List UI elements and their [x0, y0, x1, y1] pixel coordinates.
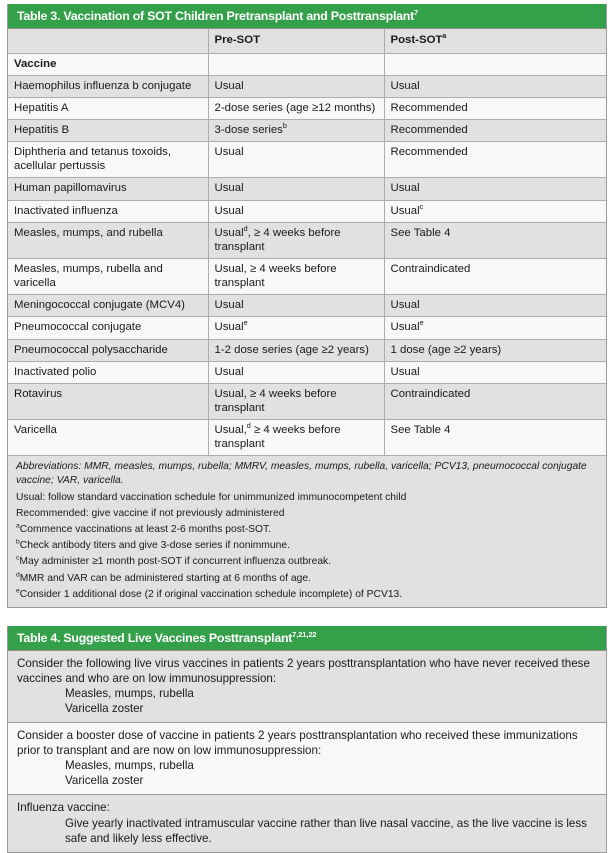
table-3-title: [8, 4, 606, 29]
pre-sot-value: [208, 258, 384, 294]
table-row: [8, 222, 606, 258]
post-sot-text: See Table 4: [390, 424, 451, 437]
pre-sot-text: Usual: [214, 79, 244, 92]
table-4-title: [8, 626, 606, 651]
post-sot-superscript: e: [419, 318, 424, 328]
vaccine-name: Hepatitis A: [8, 97, 208, 119]
pre-sot-text: 2-dose series (age ≥12 months): [214, 101, 376, 114]
pre-sot-superscript: e: [243, 318, 248, 328]
pre-sot-superscript: d: [246, 421, 251, 431]
block-item: Varicella zoster: [65, 774, 144, 788]
vaccine-name: Pneumococcal polysaccharide: [8, 339, 208, 361]
post-sot-value: [384, 339, 606, 361]
pre-sot-value: [208, 420, 384, 456]
pre-sot-superscript: b: [282, 121, 287, 131]
vaccine-name: Rotavirus: [8, 383, 208, 419]
vaccine-name: Varicella: [8, 420, 208, 456]
footnote-a-text: Commence vaccinations at least 2-6 months post-SOT.: [19, 524, 272, 536]
block-lead-text: Influenza vaccine:: [17, 801, 110, 815]
post-sot-text: Usual: [390, 204, 420, 217]
pre-sot-text: Usual: [214, 299, 244, 312]
table-row: [8, 258, 606, 294]
vaccine-name: Haemophilus influenza b conjugate: [8, 75, 208, 97]
footnote-b-text: Check antibody titers and give 3-dose series if nonimmune.: [19, 540, 290, 552]
table-3-title-text: Table 3. Vaccination of SOT Children Pretransplant and Posttransplant: [17, 9, 414, 23]
table-row: [8, 119, 606, 141]
pre-sot-value: [208, 361, 384, 383]
post-sot-text: Usual: [390, 79, 420, 92]
post-sot-text: Usual: [390, 321, 420, 334]
post-sot-text: Usual: [390, 182, 420, 195]
post-sot-superscript: c: [419, 201, 424, 211]
footnote-e-marker: e: [16, 587, 20, 595]
footnote-b-marker: b: [16, 538, 20, 546]
vaccine-name: Measles, mumps, rubella and varicella: [8, 258, 208, 294]
table-row: [8, 317, 606, 339]
footnote-b: [16, 539, 598, 553]
pre-sot-text: Usual: [214, 365, 244, 378]
post-sot-text: Contraindicated: [390, 262, 471, 275]
pre-sot-value: [208, 119, 384, 141]
pre-sot-text: Usual: [214, 204, 244, 217]
post-sot-value: [384, 75, 606, 97]
pre-sot-text: 1-2 dose series (age ≥2 years): [214, 343, 369, 356]
post-sot-text: Recommended: [390, 146, 468, 159]
post-sot-value: [384, 119, 606, 141]
column-header-post-sot-superscript: a: [442, 31, 447, 41]
footnote-e: [16, 588, 598, 602]
table-4: [7, 626, 607, 853]
column-header-post-sot: [384, 29, 606, 53]
table-4-block: [8, 795, 606, 851]
pre-sot-superscript: d: [243, 223, 248, 233]
table-row: [8, 142, 606, 178]
pre-sot-value: [208, 222, 384, 258]
footnote-d-marker: d: [16, 571, 20, 579]
table-3-section-row-vaccine: [8, 53, 606, 75]
vaccine-name: Hepatitis B: [8, 119, 208, 141]
post-sot-value: [384, 361, 606, 383]
post-sot-value: [384, 317, 606, 339]
footnote-a-marker: a: [16, 522, 20, 530]
footnote-recommended-definition: Recommended: give vaccine if not previously administered: [16, 507, 285, 519]
pre-sot-text: Usual: [214, 226, 244, 239]
pre-sot-value: [208, 339, 384, 361]
post-sot-value: [384, 258, 606, 294]
footnote-c: [16, 555, 598, 569]
pre-sot-text-tail: ≥ 4 weeks before transplant: [214, 424, 341, 451]
pre-sot-text: Usual,: [214, 424, 247, 437]
post-sot-value: [384, 142, 606, 178]
block-lead-text: Consider a booster dose of vaccine in patients 2 years posttransplantation who received these immunizations prior to transplant and are now on low immunosuppression:: [17, 729, 578, 758]
post-sot-text: Usual: [390, 365, 420, 378]
table-row: [8, 200, 606, 222]
footnote-c-text: May administer ≥1 month post-SOT if concurrent influenza outbreak.: [19, 556, 332, 568]
pre-sot-text: Usual, ≥ 4 weeks before transplant: [214, 262, 337, 290]
section-blank-post: [384, 53, 606, 75]
post-sot-value: [384, 97, 606, 119]
vaccine-name: Pneumococcal conjugate: [8, 317, 208, 339]
post-sot-text: Recommended: [390, 123, 468, 136]
vaccine-name: Diphtheria and tetanus toxoids, acellular pertussis: [8, 142, 208, 178]
table-3-grid: [8, 29, 606, 456]
table-4-block: [8, 723, 606, 795]
footnote-e-text: Consider 1 additional dose (2 if original vaccination schedule incomplete) of PCV13.: [19, 588, 403, 600]
pre-sot-text: 3-dose series: [214, 123, 283, 136]
block-item: Give yearly inactivated intramuscular vaccine rather than live nasal vaccine, as the live vaccine is less safe and likely less effective.: [65, 816, 587, 845]
vaccine-name: Inactivated polio: [8, 361, 208, 383]
post-sot-text: Recommended: [390, 101, 468, 114]
pre-sot-value: [208, 97, 384, 119]
table-3-title-superscript: 7: [414, 7, 419, 17]
block-item: Measles, mumps, rubella: [65, 759, 194, 773]
section-blank-pre: [208, 53, 384, 75]
post-sot-value: [384, 200, 606, 222]
vaccine-name: Human papillomavirus: [8, 178, 208, 200]
pre-sot-value: [208, 178, 384, 200]
table-row: [8, 295, 606, 317]
column-header-post-sot-label: Post-SOT: [390, 34, 443, 47]
table-row: [8, 97, 606, 119]
table-4-title-text: Table 4. Suggested Live Vaccines Posttransplant: [17, 630, 293, 645]
footnote-a: [16, 523, 598, 537]
post-sot-value: [384, 178, 606, 200]
post-sot-value: [384, 383, 606, 419]
column-header-pre-sot-label: Pre-SOT: [214, 34, 261, 47]
table-gap: [7, 608, 607, 626]
pre-sot-value: [208, 75, 384, 97]
footnote-abbreviations: Abbreviations: MMR, measles, mumps, rubella; MMRV, measles, mumps, rubella, varicella; PCV13, pneumococcal conjugate vaccine; VAR, varicella.: [16, 461, 587, 487]
block-lead-text: Consider the following live virus vaccines in patients 2 years posttransplantation who have never received these vaccines and who are on low immunosuppression:: [17, 656, 590, 686]
post-sot-value: [384, 222, 606, 258]
section-label-vaccine: Vaccine: [8, 53, 208, 75]
table-4-title-superscript: 7,21,22: [292, 629, 317, 639]
post-sot-value: [384, 420, 606, 456]
block-item: Varicella zoster: [65, 702, 144, 716]
pre-sot-text: Usual, ≥ 4 weeks before transplant: [214, 387, 337, 414]
pre-sot-value: [208, 383, 384, 419]
pre-sot-value: [208, 200, 384, 222]
column-header-pre-sot: [208, 29, 384, 53]
table-row: [8, 383, 606, 419]
table-3-column-header-row: [8, 29, 606, 53]
pre-sot-text: Usual: [214, 146, 244, 159]
table-row: [8, 75, 606, 97]
table-row: [8, 420, 606, 456]
pre-sot-text: Usual: [214, 321, 244, 334]
footnote-d: [16, 572, 598, 586]
block-item: Measles, mumps, rubella: [65, 687, 194, 701]
pre-sot-text: Usual: [214, 182, 244, 195]
footnote-d-text: MMR and VAR can be administered starting at 6 months of age.: [19, 572, 311, 584]
table-4-block: [8, 651, 606, 723]
vaccine-name: Inactivated influenza: [8, 200, 208, 222]
table-row: [8, 178, 606, 200]
post-sot-value: [384, 295, 606, 317]
pre-sot-value: [208, 317, 384, 339]
table-3-footnotes: [8, 456, 606, 606]
table-row: [8, 361, 606, 383]
vaccine-name: Meningococcal conjugate (MCV4): [8, 295, 208, 317]
pre-sot-value: [208, 142, 384, 178]
column-header-blank: [8, 29, 208, 53]
pre-sot-value: [208, 295, 384, 317]
table-row: [8, 339, 606, 361]
post-sot-text: 1 dose (age ≥2 years): [390, 343, 502, 356]
pre-sot-text-tail: , ≥ 4 weeks before transplant: [214, 226, 341, 253]
vaccine-name: Measles, mumps, and rubella: [8, 222, 208, 258]
post-sot-text: Usual: [390, 299, 420, 312]
footnote-c-marker: c: [16, 555, 20, 563]
footnote-usual-definition: Usual: follow standard vaccination schedule for unimmunized immunocompetent child: [16, 491, 407, 503]
post-sot-text: Contraindicated: [390, 387, 471, 400]
post-sot-text: See Table 4: [390, 226, 451, 239]
table-3: [7, 4, 607, 608]
